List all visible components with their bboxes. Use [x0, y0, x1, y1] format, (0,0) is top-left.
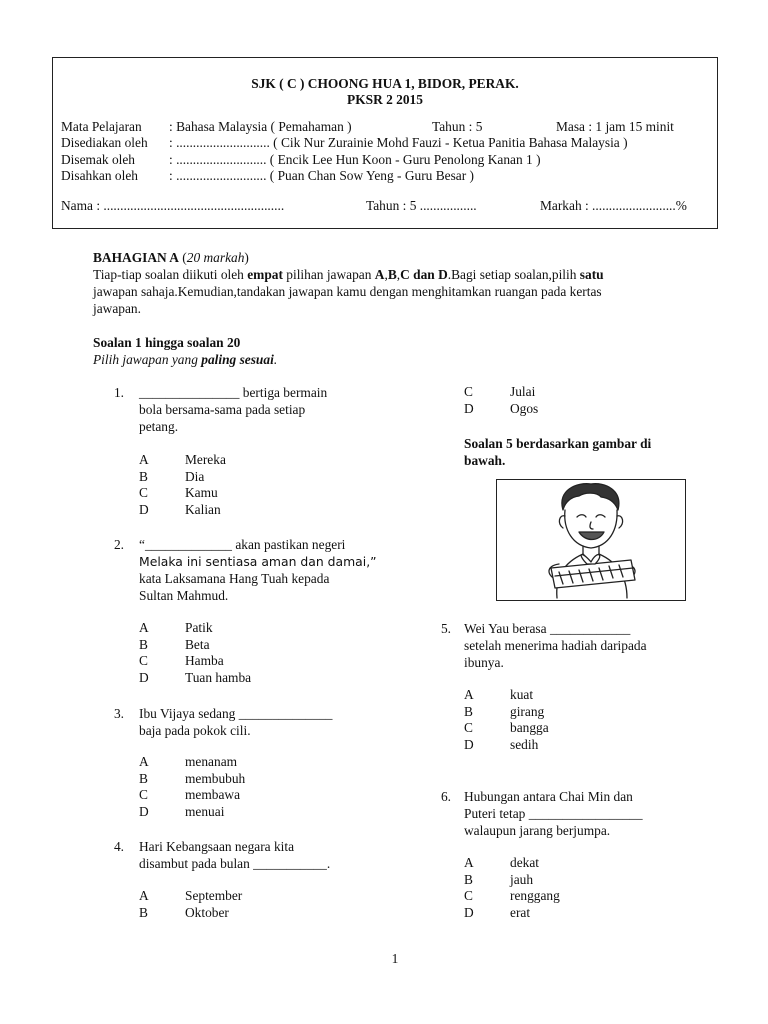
- section-title: [93, 249, 249, 266]
- q1-stem: _______________ bertiga bermain bola bersama-sama pada setiap petang.: [139, 385, 328, 434]
- q4-number: 4.: [113, 839, 124, 854]
- q6-option-c: C renggang: [464, 888, 560, 904]
- nama-field: Nama : ......................................................: [61, 198, 285, 213]
- marks-open: (: [182, 250, 187, 265]
- tahun-field-2: Tahun : 5 .................: [366, 198, 477, 213]
- mata-label: Mata Pelajaran: [61, 119, 142, 134]
- boy-holding-gift-illustration: [497, 480, 685, 600]
- q5-option-b: B girang: [464, 703, 545, 719]
- instruction-line-3: jawapan.: [93, 301, 141, 316]
- q5-stem: Wei Yau berasa ____________ setelah menerima hadiah daripada ibunya.: [464, 621, 647, 670]
- subsection-title: Soalan 1 hingga soalan 20: [93, 335, 241, 350]
- q6-stem: Hubungan antara Chai Min dan Puteri tetap _________________ walaupun jarang berjumpa.: [464, 789, 643, 838]
- q5-intro: Soalan 5 berdasarkan gambar di bawah.: [464, 436, 652, 468]
- q6-number: 6.: [440, 789, 451, 804]
- disediakan-value: : ............................ ( Cik Nur Zurainie Mohd Fauzi - Ketua Panitia Bahasa Malaysia ): [169, 135, 628, 150]
- q5-option-d: D sedih: [464, 736, 539, 752]
- q4-options-right: [464, 384, 538, 417]
- disahkan-value: : ........................... ( Puan Chan Sow Yeng - Guru Besar ): [169, 168, 474, 183]
- exam-title: PKSR 2 2015: [347, 92, 423, 107]
- q1-options: [139, 452, 226, 518]
- mata-value: : Bahasa Malaysia ( Pemahaman ): [169, 119, 352, 134]
- q2-option-c: C Hamba: [139, 653, 224, 669]
- disemak-label: Disemak oleh: [61, 152, 136, 167]
- q4-stem: Hari Kebangsaan negara kita disambut pada bulan ___________.: [139, 839, 331, 871]
- q6-option-b: B jauh: [464, 871, 534, 887]
- q3-option-d: D menuai: [139, 803, 225, 819]
- q1-option-c: C Kamu: [139, 485, 218, 501]
- q5-option-a: A kuat: [464, 687, 534, 702]
- q4-option-a: A September: [139, 888, 243, 903]
- q5-options: [464, 687, 549, 753]
- markah-field: Markah : .........................%: [540, 198, 687, 213]
- q3-option-b: B membubuh: [139, 770, 246, 786]
- q2-number: 2.: [113, 537, 124, 552]
- q1-option-a: A Mereka: [139, 452, 226, 467]
- school-name: SJK ( C ) CHOONG HUA 1, BIDOR, PERAK.: [251, 76, 519, 91]
- q2-option-a: A Patik: [139, 620, 213, 635]
- disediakan-label: Disediakan oleh: [61, 135, 148, 150]
- q6-option-d: D erat: [464, 904, 531, 920]
- q3-option-c: C membawa: [139, 787, 241, 803]
- page-number: 1: [391, 951, 399, 966]
- marks-close: ): [244, 250, 249, 265]
- q2-option-d: D Tuan hamba: [139, 669, 252, 685]
- subsection-instruction: Pilih jawapan yang paling sesuai.: [93, 352, 278, 367]
- tahun-field: Tahun : 5: [432, 119, 483, 134]
- q5-option-c: C bangga: [464, 720, 549, 736]
- masa-field: Masa : 1 jam 15 minit: [556, 119, 674, 134]
- q4-options-left: [139, 888, 242, 921]
- instruction-line-1: Tiap-tiap soalan diikuti oleh empat pilihan jawapan A,B,C dan D.Bagi setiap soalan,pilih satu: [93, 267, 604, 282]
- q1-option-d: D Kalian: [139, 501, 221, 517]
- q2-option-b: B Beta: [139, 636, 210, 652]
- q3-option-a: A menanam: [139, 754, 238, 769]
- q4-option-b: B Oktober: [139, 904, 229, 920]
- q4-option-d: D Ogos: [464, 400, 539, 416]
- q2-stem: “_____________ akan pastikan negeri Melaka ini sentiasa aman dan damai,” kata Laksamana Hang Tuah kepada Sultan Mahmud.: [139, 537, 377, 603]
- q3-number: 3.: [113, 706, 124, 721]
- q3-stem: Ibu Vijaya sedang ______________ baja pada pokok cili.: [139, 706, 333, 738]
- q2-options: [139, 620, 251, 686]
- q6-options: [464, 855, 560, 921]
- instruction-line-2: jawapan sahaja.Kemudian,tandakan jawapan kamu dengan menghitamkan ruangan pada kertas: [93, 284, 602, 299]
- disahkan-label: Disahkan oleh: [61, 168, 138, 183]
- q6-option-a: A dekat: [464, 855, 539, 870]
- section-marks: 20 markah: [186, 250, 245, 265]
- q1-option-b: B Dia: [139, 468, 205, 484]
- disemak-value: : ........................... ( Encik Lee Hun Koon - Guru Penolong Kanan 1 ): [169, 152, 541, 167]
- q1-number: 1.: [113, 385, 124, 400]
- q3-options: [139, 754, 245, 820]
- q5-picture: [496, 479, 686, 601]
- section-title-text: BAHAGIAN A: [93, 250, 179, 265]
- q4-option-c: C Julai: [464, 384, 536, 399]
- q5-number: 5.: [440, 621, 451, 636]
